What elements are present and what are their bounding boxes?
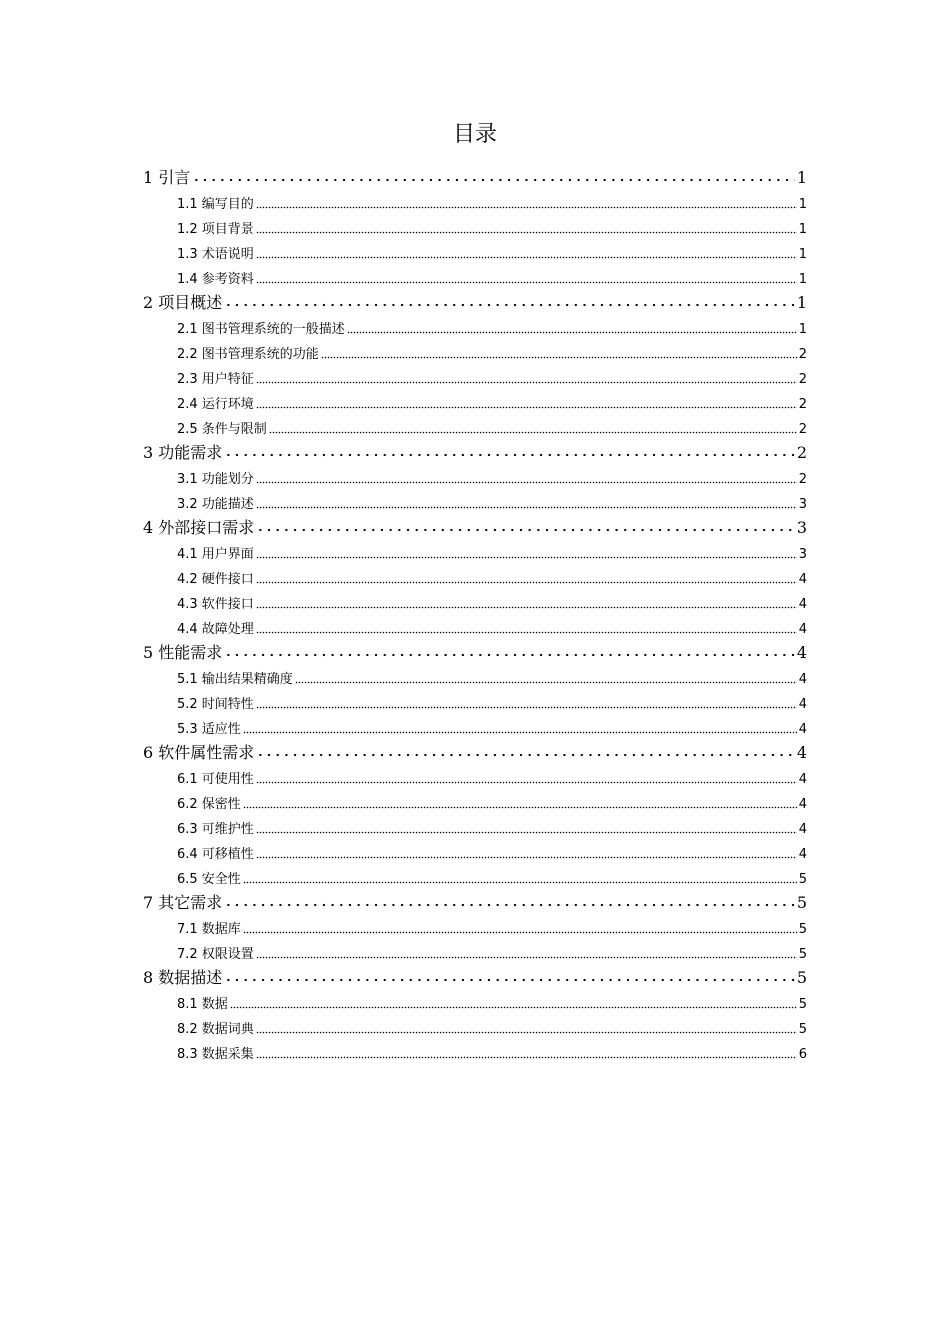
toc-dot-leader	[256, 556, 797, 559]
toc-page-number: 5	[798, 1022, 807, 1037]
toc-chapter-entry[interactable]	[143, 638, 807, 663]
toc-section-entry[interactable]	[143, 988, 807, 1013]
toc-dot-leader	[256, 631, 797, 634]
toc-dot-leader	[256, 606, 797, 609]
toc-section-entry[interactable]	[143, 1038, 807, 1063]
toc-entry-label: 1 引言	[143, 168, 191, 187]
toc-dot-leader	[224, 902, 795, 908]
toc-section-entry[interactable]	[143, 938, 807, 963]
toc-entry-label: 7.2 权限设置	[177, 947, 254, 962]
toc-page-number: 4	[796, 643, 807, 662]
toc-page-number: 4	[798, 722, 807, 737]
toc-entry-label: 4.4 故障处理	[177, 622, 254, 637]
toc-section-entry[interactable]	[143, 613, 807, 638]
toc-page-number: 5	[796, 893, 807, 912]
toc-entry-label: 6.3 可维护性	[177, 822, 254, 837]
toc-entry-label: 5.3 适应性	[177, 722, 241, 737]
toc-entry-label: 2 项目概述	[143, 293, 223, 312]
toc-entry-label: 1.3 术语说明	[177, 247, 254, 262]
toc-entry-label: 6 软件属性需求	[143, 743, 255, 762]
toc-entry-label: 5.1 输出结果精确度	[177, 672, 293, 687]
toc-entry-label: 7.1 数据库	[177, 922, 241, 937]
toc-page-number: 4	[798, 697, 807, 712]
toc-entry-label: 3.2 功能描述	[177, 497, 254, 512]
toc-page-number: 4	[798, 622, 807, 637]
toc-entry-label: 8.3 数据采集	[177, 1047, 254, 1062]
toc-page-number: 2	[798, 372, 807, 387]
toc-dot-leader	[256, 706, 797, 709]
toc-dot-leader	[256, 831, 797, 834]
toc-chapter-entry[interactable]	[143, 738, 807, 763]
toc-entry-label: 1.4 参考资料	[177, 272, 254, 287]
toc-dot-leader	[256, 1056, 797, 1059]
toc-section-entry[interactable]	[143, 563, 807, 588]
toc-dot-leader	[256, 506, 797, 509]
toc-dot-leader	[256, 256, 797, 259]
toc-section-entry[interactable]	[143, 838, 807, 863]
toc-dot-leader	[256, 752, 795, 758]
toc-section-entry[interactable]	[143, 263, 807, 288]
toc-dot-leader	[269, 431, 797, 434]
toc-section-entry[interactable]	[143, 1013, 807, 1038]
toc-entry-label: 8 数据描述	[143, 968, 223, 987]
toc-dot-leader	[256, 956, 797, 959]
toc-section-entry[interactable]	[143, 863, 807, 888]
toc-page-number: 2	[798, 397, 807, 412]
toc-page-number: 2	[798, 472, 807, 487]
toc-dot-leader	[256, 856, 797, 859]
toc-page-number: 5	[798, 997, 807, 1012]
toc-page-number: 1	[798, 247, 807, 262]
toc-entry-label: 2.4 运行环境	[177, 397, 254, 412]
toc-dot-leader	[224, 977, 795, 983]
toc-dot-leader	[243, 731, 797, 734]
toc-section-entry[interactable]	[143, 763, 807, 788]
toc-section-entry[interactable]	[143, 363, 807, 388]
toc-dot-leader	[243, 881, 797, 884]
toc-entry-label: 4 外部接口需求	[143, 518, 255, 537]
toc-entry-label: 2.5 条件与限制	[177, 422, 267, 437]
toc-chapter-entry[interactable]	[143, 163, 807, 188]
toc-dot-leader	[256, 281, 797, 284]
toc-page-number: 4	[798, 672, 807, 687]
toc-section-entry[interactable]	[143, 663, 807, 688]
toc-entry-label: 7 其它需求	[143, 893, 223, 912]
page-title: 目录	[452, 122, 497, 147]
toc-dot-leader	[224, 452, 795, 458]
toc-dot-leader	[256, 481, 797, 484]
toc-entry-label: 8.1 数据	[177, 997, 228, 1012]
toc-chapter-entry[interactable]	[143, 288, 807, 313]
toc-page-number: 2	[798, 422, 807, 437]
toc-dot-leader	[295, 681, 797, 684]
toc-page-number: 4	[798, 572, 807, 587]
toc-entry-label: 4.2 硬件接口	[177, 572, 254, 587]
toc-dot-leader	[224, 302, 795, 308]
toc-dot-leader	[321, 356, 797, 359]
toc-entry-label: 4.3 软件接口	[177, 597, 254, 612]
toc-section-entry[interactable]	[143, 813, 807, 838]
toc-entry-label: 2.2 图书管理系统的功能	[177, 347, 319, 362]
toc-entry-label: 5 性能需求	[143, 643, 223, 662]
toc-page-number: 5	[798, 922, 807, 937]
toc-page-number: 1	[798, 272, 807, 287]
toc-dot-leader	[256, 581, 797, 584]
toc-entry-label: 8.2 数据词典	[177, 1022, 254, 1037]
toc-section-entry[interactable]	[143, 463, 807, 488]
toc-dot-leader	[243, 806, 797, 809]
toc-page-number: 5	[798, 872, 807, 887]
toc-page-number: 5	[796, 968, 807, 987]
toc-entry-label: 6.4 可移植性	[177, 847, 254, 862]
toc-section-entry[interactable]	[143, 213, 807, 238]
toc-section-entry[interactable]	[143, 188, 807, 213]
toc-page-number: 4	[798, 772, 807, 787]
toc-section-entry[interactable]	[143, 788, 807, 813]
toc-entry-label: 6.5 安全性	[177, 872, 241, 887]
toc-page-number: 3	[798, 497, 807, 512]
toc-section-entry[interactable]	[143, 713, 807, 738]
toc-page-number: 1	[798, 197, 807, 212]
toc-entry-label: 4.1 用户界面	[177, 547, 254, 562]
toc-page-number: 3	[798, 547, 807, 562]
toc-page-number: 1	[796, 168, 807, 187]
toc-entry-label: 1.2 项目背景	[177, 222, 254, 237]
toc-page-number: 3	[796, 518, 807, 537]
toc-chapter-entry[interactable]	[143, 963, 807, 988]
toc-section-entry[interactable]	[143, 313, 807, 338]
toc-section-entry[interactable]	[143, 913, 807, 938]
toc-entry-label: 3 功能需求	[143, 443, 223, 462]
toc-entry-label: 1.1 编写目的	[177, 197, 254, 212]
toc-page-number: 1	[798, 222, 807, 237]
toc-dot-leader	[243, 931, 797, 934]
table-of-contents	[143, 163, 807, 1063]
toc-dot-leader	[256, 206, 797, 209]
toc-dot-leader	[256, 381, 797, 384]
toc-page-number: 4	[798, 847, 807, 862]
toc-entry-label: 6.1 可使用性	[177, 772, 254, 787]
toc-section-entry[interactable]	[143, 538, 807, 563]
toc-page-number: 4	[796, 743, 807, 762]
toc-chapter-entry[interactable]	[143, 513, 807, 538]
toc-dot-leader	[256, 406, 797, 409]
toc-section-entry[interactable]	[143, 588, 807, 613]
toc-dot-leader	[192, 177, 795, 183]
toc-dot-leader	[224, 652, 795, 658]
toc-entry-label: 2.1 图书管理系统的一般描述	[177, 322, 345, 337]
toc-section-entry[interactable]	[143, 413, 807, 438]
toc-entry-label: 5.2 时间特性	[177, 697, 254, 712]
toc-page-number: 4	[798, 822, 807, 837]
toc-dot-leader	[230, 1006, 797, 1009]
toc-section-entry[interactable]	[143, 338, 807, 363]
toc-dot-leader	[256, 781, 797, 784]
toc-section-entry[interactable]	[143, 488, 807, 513]
toc-entry-label: 3.1 功能划分	[177, 472, 254, 487]
toc-chapter-entry[interactable]	[143, 438, 807, 463]
toc-dot-leader	[256, 527, 795, 533]
toc-section-entry[interactable]	[143, 688, 807, 713]
toc-page-number: 4	[798, 797, 807, 812]
toc-page-number: 2	[798, 347, 807, 362]
toc-entry-label: 6.2 保密性	[177, 797, 241, 812]
toc-page-number: 4	[798, 597, 807, 612]
toc-dot-leader	[256, 231, 797, 234]
toc-page-number: 1	[796, 293, 807, 312]
toc-page-number: 5	[798, 947, 807, 962]
toc-section-entry[interactable]	[143, 388, 807, 413]
toc-section-entry[interactable]	[143, 238, 807, 263]
toc-page-number: 6	[798, 1047, 807, 1062]
toc-dot-leader	[256, 1031, 797, 1034]
toc-dot-leader	[347, 331, 797, 334]
toc-page-number: 2	[796, 443, 807, 462]
toc-entry-label: 2.3 用户特征	[177, 372, 254, 387]
toc-chapter-entry[interactable]	[143, 888, 807, 913]
toc-page-number: 1	[798, 322, 807, 337]
